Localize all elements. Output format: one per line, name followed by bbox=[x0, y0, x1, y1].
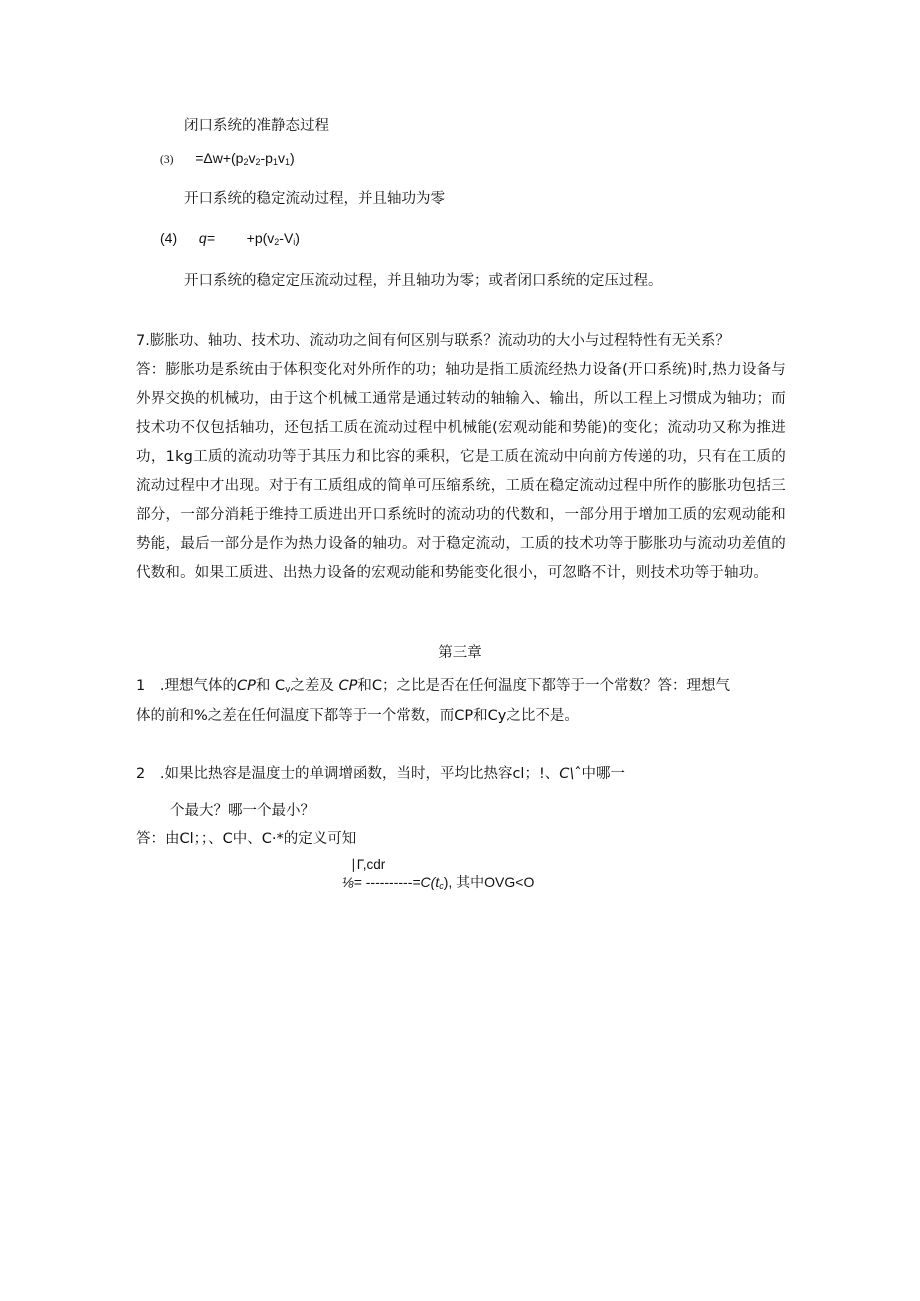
equation-3-part-d: v bbox=[277, 150, 285, 166]
question-1-cp-2: CP bbox=[338, 678, 358, 694]
equation-4-part-a: +p(v bbox=[246, 230, 275, 246]
equation-4-sub2: i bbox=[293, 237, 296, 247]
integral-equation-mid: =C(t bbox=[412, 874, 440, 890]
question-2-italic: C\ bbox=[559, 766, 575, 782]
equation-4 bbox=[160, 228, 300, 252]
equation-3-sub4: 1 bbox=[284, 157, 290, 167]
integral-equation bbox=[342, 872, 534, 896]
question-2-number: 2 bbox=[136, 766, 146, 782]
equation-3 bbox=[160, 148, 295, 172]
question-1-line-2: 体的前和%之差在任何温度下都等于一个常数，而CP和Cy之比不是。 bbox=[136, 708, 579, 724]
question-1-cv: C bbox=[274, 678, 286, 694]
equation-4-part-b: -V bbox=[279, 230, 294, 246]
equation-4-sub1: 2 bbox=[274, 237, 280, 247]
process-note-closed-quasistatic: 闭口系统的准静态过程 bbox=[184, 118, 329, 134]
equation-3-number: (3) bbox=[160, 154, 174, 166]
question-2-text-b: ˆ中哪一 bbox=[574, 766, 626, 782]
question-7-answer: 答：膨胀功是系统由于体积变化对外所作的功；轴功是指工质流经热力设备(开口系统)时,热力设备与外界交换的机械功，由于这个机械工通常是通过转动的轴输入、输出，所以工程上习惯成为轴功；而技术功不仅包括轴功，还包括工质在流动过程中机械能(宏观动能和势能)的变化；流动功又称为推进功，1kg工质的流动功等于其压力和比容的乘积，它是工质在流动中向前方传递的功，只有在工质的流动过程中才出现。对于有工质组成的简单可压缩系统，工质在稳定流动过程中所作的膨胀功包括三部分，一部分消耗于维持工质进出开口系统时的流动功的代数和，一部分用于增加工质的宏观动能和势能，最后一部分是作为热力设备的轴功。对于稳定流动，工质的技术功等于膨胀功与流动功差值的代数和。如果工质进、出热力设备的宏观动能和势能变化很小，可忽略不计，则技术功等于轴功。 bbox=[136, 362, 786, 581]
question-1-number: 1 bbox=[136, 678, 146, 694]
question-1-text-d: 和C；之比是否在任何温度下都等于一个常数？答：理想气 bbox=[357, 678, 730, 694]
integral-equation-right: ), 其中OVG<O bbox=[443, 874, 535, 890]
question-1-text-c: 之差及 bbox=[290, 678, 334, 694]
question-2-answer: 答：由Cl；；、C中、C·*的定义可知 bbox=[136, 831, 357, 847]
integral-equation-mid-sub: c bbox=[439, 881, 444, 891]
question-1-cp-1: CP bbox=[236, 678, 256, 694]
equation-3-sub3: 1 bbox=[272, 157, 278, 167]
equation-3-part-e: ) bbox=[289, 150, 295, 166]
question-1-cv-sub: v bbox=[285, 685, 291, 695]
question-7-title: 7.膨胀功、轴功、技术功、流动功之间有何区别与联系？流动功的大小与过程特性有无关系？ bbox=[136, 333, 730, 349]
equation-3-part-c: -p bbox=[260, 150, 273, 166]
question-2-text-a: .如果比热容是温度士的单调增函数，当时，平均比热容cl；!、 bbox=[159, 766, 560, 782]
equation-3-sub2: 2 bbox=[255, 157, 261, 167]
question-2-line-1 bbox=[136, 764, 625, 784]
integral-equation-left: ⅛= bbox=[342, 874, 362, 890]
equation-4-part-c: ) bbox=[295, 230, 300, 246]
question-1-text-a: .理想气体的 bbox=[159, 678, 237, 694]
equation-4-q: q= bbox=[198, 230, 215, 246]
integral-equation-top: ∣Γ,cdr bbox=[350, 857, 386, 872]
equation-3-part-a: =Δw+(p bbox=[195, 150, 244, 166]
integral-equation-fraction-bar: ---------- bbox=[361, 874, 413, 890]
chapter-heading: 第三章 bbox=[438, 645, 482, 661]
process-note-constant-pressure: 开口系统的稳定定压流动过程，并且轴功为零；或者闭口系统的定压过程。 bbox=[184, 273, 663, 289]
process-note-open-steady-flow: 开口系统的稳定流动过程，并且轴功为零 bbox=[184, 191, 445, 207]
equation-3-sub1: 2 bbox=[243, 157, 249, 167]
question-1-text-b: 和 bbox=[255, 678, 271, 694]
question-1-line-1 bbox=[136, 676, 730, 700]
equation-3-part-b: v bbox=[248, 150, 256, 166]
equation-4-number: (4) bbox=[160, 230, 178, 246]
question-2-line-2: 个最大？哪一个最小？ bbox=[170, 803, 315, 819]
